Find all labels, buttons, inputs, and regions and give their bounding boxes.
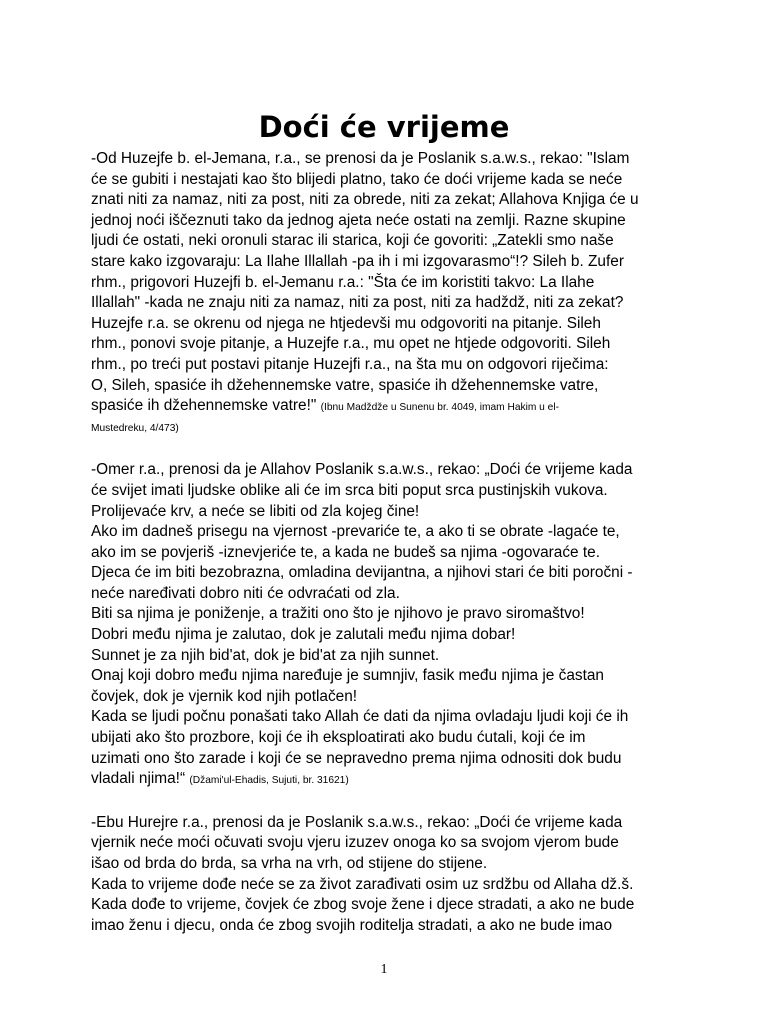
citation-continued: Mustedreku, 4/473) (91, 422, 179, 434)
paragraph-omer (91, 460, 691, 792)
text-line: rhm., ponovi svoje pitanje, a Huzejfe r.a., mu opet ne htjede odgovoriti. Sileh (91, 335, 611, 353)
page-title: Doći će vrijeme (258, 110, 510, 145)
text-line: Djeca će im biti bezobrazna, omladina devijantna, a njihovi stari će biti poročni - (91, 564, 633, 582)
text-line: Huzejfe r.a. se okrenu od njega ne htjedevši mu odgovoriti na pitanje. Sileh (91, 314, 601, 332)
text-line: Ako im dadneš prisegu na vjernost -prevariće te, a ako ti se obrate -lagaće te, (91, 523, 620, 541)
text-line: će se gubiti i nestajati kao što blijedi platno, tako će doći vrijeme kada se neće (91, 170, 623, 188)
text-line: Prolijevaće krv, a neće se libiti od zla kojeg čine! (91, 502, 420, 520)
text-line: Kada to vrijeme dođe neće se za život zarađivati osim uz srdžbu od Allaha dž.š. (91, 875, 634, 893)
text-line: -Omer r.a., prenosi da je Allahov Poslanik s.a.w.s., rekao: „Doći će vrijeme kada (91, 461, 633, 479)
text-line: O, Sileh, spasiće ih džehennemske vatre, spasiće ih džehennemske vatre, (91, 376, 599, 394)
text-line: Biti sa njima je poniženje, a tražiti ono što je njihovo je pravo siromaštvo! (91, 605, 585, 623)
citation: (Ibnu Madždže u Sunenu br. 4049, imam Hakim u el- (320, 402, 560, 414)
paragraph-ebu-hurejre (91, 813, 691, 937)
text-line: čovjek, dok je vjernik kod njih potlačen! (91, 687, 358, 705)
text-line: ljudi će ostati, neki oronuli starac ili starica, koji će govoriti: „Zatekli smo naše (91, 232, 614, 250)
text-line: neće naređivati dobro niti će odvraćati od zla. (91, 584, 400, 602)
text-line: rhm., prigovori Huzejfi b. el-Jemanu r.a.: "Šta će im koristiti takvo: La Ilahe (91, 273, 595, 291)
text-line: stare kako izgovaraju: La Ilahe Illallah -pa ih i mi izgovarasmo“!? Sileh b. Zufer (91, 252, 624, 270)
text-line: ako im se povjeriš -iznevjeriće te, a kada ne budeš sa njima -ogovaraće te. (91, 543, 601, 561)
text-line: Kada se ljudi počnu ponašati tako Allah će dati da njima ovladaju ljudi koji će ih (91, 708, 629, 726)
text-line: Sunnet je za njih bid'at, dok je bid'at za njih sunnet. (91, 646, 440, 664)
text-line: imao ženu i djecu, onda će zbog svojih roditelja stradati, a ako ne bude imao (91, 916, 613, 934)
quote-end: spasiće ih džehennemske vatre!" (91, 397, 321, 415)
text-line: ubijati ako što prozbore, koji će ih eksploatirati ako budu ćutali, koji će im (91, 729, 586, 747)
text-line-with-citation (91, 396, 691, 419)
text-line: uzimati ono što zarade i koji će se nepravedno prema njima odnositi dok budu (91, 749, 622, 767)
text-line: -Od Huzejfe b. el-Jemana, r.a., se prenosi da je Poslanik s.a.w.s., rekao: "Islam (91, 150, 630, 167)
paragraph-huzejfe (91, 149, 691, 439)
text-line: će svijet imati ljudske oblike ali će im srca biti poput srca pustinjskih vukova. (91, 481, 608, 499)
document-body (91, 149, 691, 936)
citation: (Džami'ul-Ehadis, Sujuti, br. 31621) (189, 775, 349, 787)
quote-end: vladali njima!“ (91, 770, 190, 788)
text-line: Illallah" -kada ne znaju niti za namaz, niti za post, niti za hadždž, niti za zekat? (91, 294, 624, 312)
text-line: išao od brda do brda, sa vrha na vrh, od stijene do stijene. (91, 855, 488, 872)
text-line: rhm., po treći put postavi pitanje Huzejfi r.a., na šta mu on odgovori riječima: (91, 355, 609, 373)
page-number: 1 (380, 962, 388, 977)
text-line: Dobri među njima je zalutao, dok je zalutali među njima dobar! (91, 626, 516, 644)
text-line: -Ebu Hurejre r.a., prenosi da je Poslanik s.a.w.s., rekao: „Doći će vrijeme kada (91, 813, 623, 831)
text-line: Onaj koji dobro među njima naređuje je sumnjiv, fasik među njima je častan (91, 667, 604, 685)
text-line: jednoj noći iščeznuti tako da jednog ajeta neće ostati na zemlji. Razne skupine (91, 211, 626, 229)
text-line-with-citation (91, 769, 691, 792)
text-line: znati niti za namaz, niti za post, niti za obrede, niti za zekat; Allahova Knjiga će u (91, 191, 639, 209)
text-line: Kada dođe to vrijeme, čovjek će zbog svoje žene i djece stradati, a ako ne bude (91, 896, 635, 914)
text-line: vjernik neće moći očuvati svoju vjeru izuzev onoga ko sa svojom vjerom bude (91, 834, 619, 852)
